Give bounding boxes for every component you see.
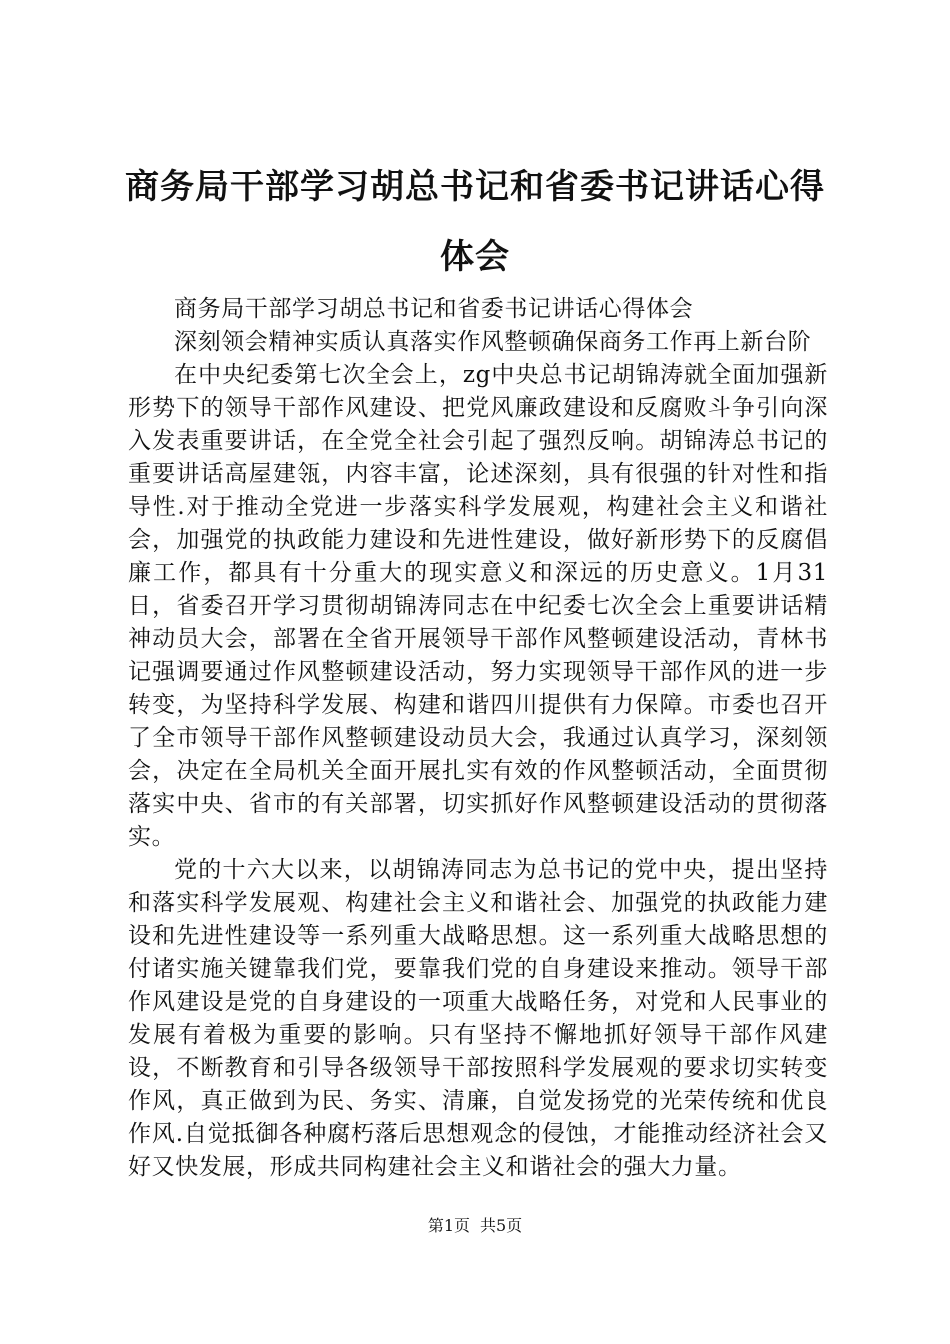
paragraph-1: 在中央纪委第七次全会上，zg中央总书记胡锦涛就全面加强新形势下的领导干部作风建设、把党风廉政建设和反腐败斗争引向深入发表重要讲话，在全党全社会引起了强烈反响。胡锦涛总书记的重要讲话高屋建瓴，内容丰富，论述深刻，具有很强的针对性和指导性.对于推动全党进一步落实科学发展观，构建社会主义和谐社会，加强党的执政能力建设和先进性建设，做好新形势下的反腐倡廉工作，都具有十分重大的现实意义和深远的历史意义。1月31日，省委召开学习贯彻胡锦涛同志在中纪委七次全会上重要讲话精神动员大会，部署在全省开展领导干部作风整顿建设活动，青林书记强调要通过作风整顿建设活动，努力实现领导干部作风的进一步转变，为坚持科学发展、构建和谐四川提供有力保障。市委也召开了全市领导干部作风整顿建设动员大会，我通过认真学习，深刻领会，决定在全局机关全面开展扎实有效的作风整顿活动，全面贯彻落实中央、省市的有关部署，切实抓好作风整顿建设活动的贯彻落实。 xyxy=(128,362,828,850)
page-total: 共5页 xyxy=(480,1216,523,1235)
page-number: 第1页 xyxy=(427,1216,470,1235)
paragraph-subtitle: 深刻领会精神实质认真落实作风整顿确保商务工作再上新台阶 xyxy=(174,329,812,355)
page-footer xyxy=(0,1216,950,1236)
paragraph-2: 党的十六大以来，以胡锦涛同志为总书记的党中央，提出坚持和落实科学发展观、构建社会主义和谐社会、加强党的执政能力建设和先进性建设等一系列重大战略思想。这一系列重大战略思想的付诸实施关键靠我们党，要靠我们党的自身建设来推动。领导干部作风建设是党的自身建设的一项重大战略任务，对党和人民事业的发展有着极为重要的影响。只有坚持不懈地抓好领导干部作风建设，不断教育和引导各级领导干部按照科学发展观的要求切实转变作风，真正做到为民、务实、清廉，自觉发扬党的光荣传统和优良作风.自觉抵御各种腐朽落后思想观念的侵蚀，才能推动经济社会又好又快发展，形成共同构建社会主义和谐社会的强大力量。 xyxy=(128,857,828,1180)
document-title: 商务局干部学习胡总书记和省委书记讲话心得体会 xyxy=(125,167,825,277)
paragraph-repeat-title: 商务局干部学习胡总书记和省委书记讲话心得体会 xyxy=(174,296,694,322)
document-body xyxy=(128,293,828,1184)
